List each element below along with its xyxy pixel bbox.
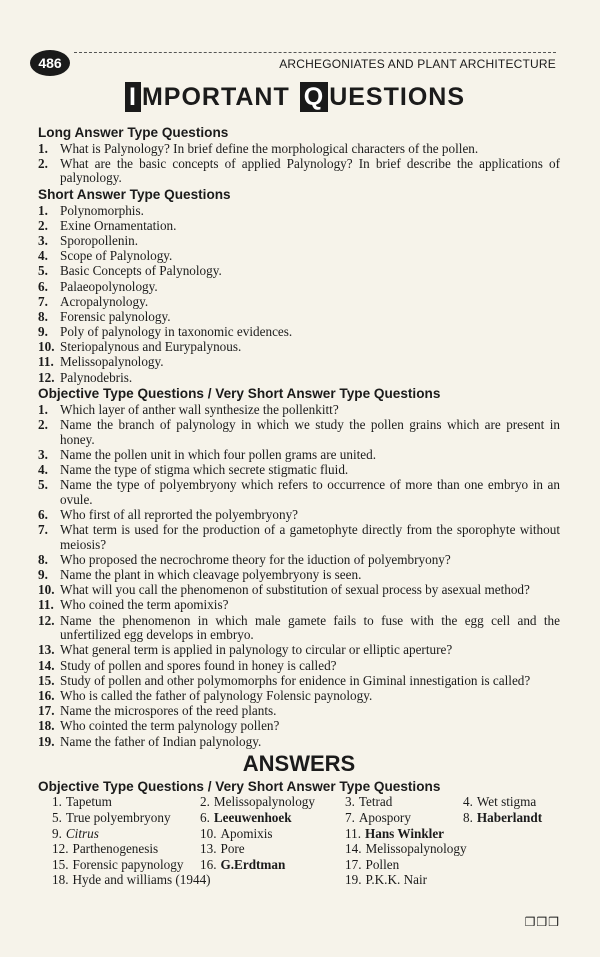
question-item <box>38 157 560 186</box>
title-word-questions <box>300 83 465 111</box>
title-word-important <box>125 83 290 111</box>
question-text: Who proposed the necrochrome theory for the iduction of polyembryony? <box>60 551 451 567</box>
question-number: 1. <box>38 401 48 417</box>
answer-text: Wet stigma <box>476 794 537 810</box>
answer-text: G.Erdtman <box>220 856 286 872</box>
long-answer-heading: Long Answer Type Questions <box>38 125 229 140</box>
answers-title: ANSWERS <box>242 751 356 777</box>
question-item <box>38 719 560 734</box>
answer-item <box>345 795 463 810</box>
running-title: ARCHEGONIATES AND PLANT ARCHITECTURE <box>279 57 556 71</box>
question-text: What general term is applied in palynology to circular or elliptic aperture? <box>60 642 453 658</box>
question-text: Name the plant in which cleavage polyembryony is seen. <box>60 567 362 583</box>
answer-item <box>200 827 345 842</box>
question-text: Basic Concepts of Palynology. <box>60 263 222 279</box>
answer-text: Forensic papynology <box>72 856 184 872</box>
question-item <box>38 355 560 370</box>
answer-item <box>463 827 563 842</box>
answer-item <box>345 811 463 826</box>
answer-text: Melissopalynology <box>213 794 315 810</box>
answer-number: 7. <box>345 809 355 825</box>
question-text: Name the microspores of the reed plants. <box>60 703 277 719</box>
answer-text: Hyde and williams (1944) <box>72 872 211 888</box>
answer-item <box>345 827 463 842</box>
question-number: 11. <box>38 597 54 613</box>
answer-number: 10. <box>200 825 217 841</box>
question-text: Name the phenomenon in which male gamete fails to fuse with the egg cell and the unfertilized egg develops in embryo. <box>60 612 560 643</box>
answers-grid <box>52 795 560 888</box>
question-item <box>38 403 560 418</box>
question-text: Study of pollen and other polymomorphs for enidence in Giminal innestigation is called? <box>60 672 531 688</box>
question-text: Melissopalynology. <box>60 354 164 370</box>
question-text: Name the father of Indian palynology. <box>60 733 262 749</box>
answer-text: Haberlandt <box>476 809 543 825</box>
question-text: Palynodebris. <box>60 369 133 385</box>
question-item <box>38 249 560 264</box>
page-number: 486 <box>30 50 70 76</box>
answer-item <box>345 858 463 873</box>
answer-item <box>463 842 563 857</box>
question-text: Scope of Palynology. <box>60 248 173 264</box>
answer-number: 16. <box>200 856 217 872</box>
question-number: 17. <box>38 703 55 719</box>
question-number: 8. <box>38 551 48 567</box>
question-item <box>38 704 560 719</box>
question-number: 9. <box>38 324 48 340</box>
question-item <box>38 598 560 613</box>
question-item <box>38 219 560 234</box>
question-number: 2. <box>38 417 48 432</box>
question-item <box>38 553 560 568</box>
title-word-rest-1: MPORTANT <box>141 83 290 111</box>
question-item <box>38 264 560 279</box>
short-answer-heading: Short Answer Type Questions <box>38 186 231 202</box>
answer-item <box>52 842 200 857</box>
question-item <box>38 568 560 583</box>
answer-text: Pollen <box>365 856 400 872</box>
answer-text: Leeuwenhoek <box>213 809 292 825</box>
question-number: 10. <box>38 339 55 355</box>
answer-text: Apospory <box>358 809 411 825</box>
question-item <box>38 643 560 658</box>
question-text: Name the branch of palynology in which we study the pollen grains which are present in honey. <box>60 417 560 447</box>
answer-item <box>345 841 467 857</box>
answer-text: Hans Winkler <box>365 825 445 841</box>
question-item <box>38 142 560 157</box>
question-number: 6. <box>38 278 48 294</box>
question-number: 7. <box>38 293 48 309</box>
answer-number: 12. <box>52 841 69 857</box>
question-item <box>38 478 560 507</box>
answer-item <box>52 827 200 842</box>
answer-item <box>463 811 563 826</box>
question-number: 6. <box>38 506 48 522</box>
answer-text: Pore <box>220 841 245 857</box>
title-word-rest-2: UESTIONS <box>329 83 465 111</box>
question-item <box>38 583 560 598</box>
answer-text: Apomixis <box>220 825 273 841</box>
question-text: Palaeopolynology. <box>60 278 158 294</box>
short-answer-list <box>38 204 560 386</box>
question-number: 3. <box>38 446 48 462</box>
answer-item <box>200 842 345 857</box>
question-text: Study of pollen and spores found in honey is called? <box>60 657 337 673</box>
answer-text: Melissopalynology <box>365 841 467 857</box>
title-drop-cap-i: I <box>125 82 141 112</box>
answer-item <box>200 811 345 826</box>
question-number: 4. <box>38 248 48 264</box>
answer-number: 4. <box>463 794 473 810</box>
question-text: Poly of palynology in taxonomic evidences. <box>60 324 293 340</box>
answer-number: 3. <box>345 794 355 810</box>
answer-number: 19. <box>345 872 362 888</box>
page-content <box>38 124 560 888</box>
question-number: 1. <box>38 202 48 218</box>
answer-text: P.K.K. Nair <box>365 872 428 888</box>
answer-number: 2. <box>200 794 210 810</box>
answer-number: 17. <box>345 856 362 872</box>
question-item <box>38 448 560 463</box>
answer-item <box>52 873 345 888</box>
answer-item <box>52 795 200 810</box>
question-item <box>38 659 560 674</box>
question-number: 2. <box>38 155 48 171</box>
question-item <box>38 508 560 523</box>
question-text: Who is called the father of palynology Folensic paynology. <box>60 688 373 703</box>
answer-item <box>345 873 463 888</box>
title-drop-cap-q: Q <box>300 82 328 112</box>
answer-number: 15. <box>52 856 69 872</box>
answer-number: 14. <box>345 841 362 857</box>
question-number: 13. <box>38 642 55 658</box>
answer-number: 11. <box>345 825 361 841</box>
question-item <box>38 340 560 355</box>
question-item <box>38 735 560 750</box>
question-text: What term is used for the production of a gametophyte directly from the sporophyte without meiosis? <box>60 522 560 552</box>
question-item <box>38 674 560 689</box>
question-text: Steriopalynous and Eurypalynous. <box>60 339 242 355</box>
question-text: Who coined the term apomixis? <box>60 597 229 613</box>
question-number: 5. <box>38 263 48 279</box>
answer-text: True polyembryony <box>65 809 171 825</box>
question-number: 18. <box>38 718 55 734</box>
long-answer-list <box>38 142 560 186</box>
question-item <box>38 280 560 295</box>
question-number: 14. <box>38 657 55 673</box>
page-title <box>0 82 600 118</box>
answers-heading: Objective Type Questions / Very Short Answer Type Questions <box>38 778 441 794</box>
answer-number: 13. <box>200 841 217 857</box>
answer-item <box>463 795 563 810</box>
answer-text: Tapetum <box>65 794 112 810</box>
answer-item <box>52 858 200 873</box>
answer-item <box>200 858 345 873</box>
question-item <box>38 371 560 386</box>
question-text: Which layer of anther wall synthesize the pollenkitt? <box>60 401 339 417</box>
question-text: Who cointed the term palynology pollen? <box>60 718 280 734</box>
answer-item <box>463 858 563 873</box>
header-rule <box>74 52 556 53</box>
question-number: 11. <box>38 354 54 370</box>
answer-text: Parthenogenesis <box>72 841 159 857</box>
question-number: 1. <box>38 140 48 156</box>
question-number: 19. <box>38 733 55 749</box>
question-number: 3. <box>38 232 48 248</box>
objective-list <box>38 403 560 749</box>
question-text: Forensic palynology. <box>60 308 171 324</box>
question-item <box>38 523 560 552</box>
question-text: Name the type of polyembryony which refers to occurrence of more than one embryo in an ovule. <box>60 477 560 507</box>
page-header <box>30 46 556 80</box>
end-mark: ❒❒❒ <box>524 915 560 929</box>
answer-number: 8. <box>463 809 473 825</box>
question-item <box>38 234 560 249</box>
question-text: What will you call the phenomenon of substitution of sexual process by asexual method? <box>60 582 530 598</box>
answer-item <box>52 811 200 826</box>
question-item <box>38 325 560 340</box>
question-text: Sporopollenin. <box>60 232 139 248</box>
question-text: Acropalynology. <box>60 293 149 309</box>
question-number: 10. <box>38 582 55 598</box>
question-item <box>38 310 560 325</box>
question-text: Name the type of stigma which secrete stigmatic fluid. <box>60 461 349 477</box>
question-item <box>38 204 560 219</box>
question-item <box>38 614 560 643</box>
question-number: 15. <box>38 672 55 688</box>
question-text: Polynomorphis. <box>60 202 144 218</box>
question-number: 4. <box>38 461 48 477</box>
answer-number: 9. <box>52 825 62 841</box>
answer-item <box>463 873 563 888</box>
answer-item <box>200 795 345 810</box>
question-number: 12. <box>38 612 55 628</box>
question-number: 7. <box>38 522 48 538</box>
question-number: 5. <box>38 477 48 493</box>
question-text: Who first of all reprorted the polyembryony? <box>60 506 299 522</box>
question-text: What is Palynology? In brief define the morphological characters of the pollen. <box>60 140 479 156</box>
question-number: 12. <box>38 369 55 385</box>
answer-number: 6. <box>200 809 210 825</box>
question-item <box>38 418 560 447</box>
question-number: 16. <box>38 688 55 703</box>
question-number: 8. <box>38 308 48 324</box>
question-item <box>38 689 560 704</box>
objective-heading: Objective Type Questions / Very Short Answer Type Questions <box>38 386 441 402</box>
question-number: 9. <box>38 567 48 583</box>
answer-number: 18. <box>52 872 69 888</box>
answer-number: 1. <box>52 794 62 810</box>
question-item <box>38 295 560 310</box>
question-text: Exine Ornamentation. <box>60 217 177 233</box>
answer-text: Citrus <box>65 825 99 841</box>
question-item <box>38 463 560 478</box>
question-number: 2. <box>38 217 48 233</box>
answer-number: 5. <box>52 809 62 825</box>
question-text: Name the pollen unit in which four pollen grams are united. <box>60 446 377 462</box>
answer-text: Tetrad <box>358 794 393 810</box>
question-text: What are the basic concepts of applied Palynology? In brief describe the applications of palynology. <box>60 155 560 186</box>
